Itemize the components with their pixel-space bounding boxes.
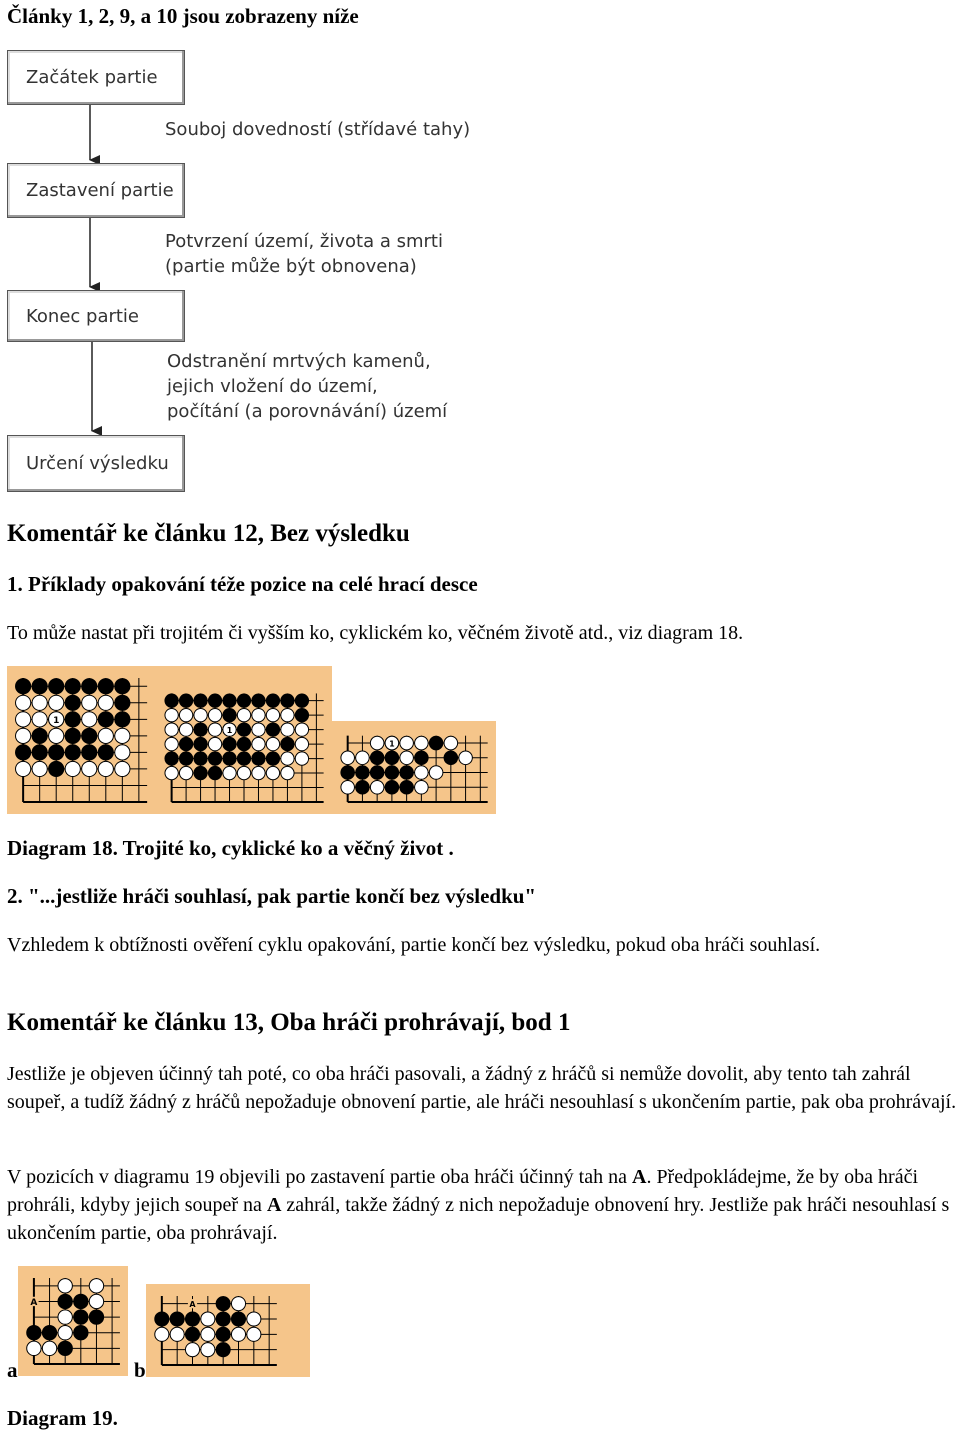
- black-stone: [356, 766, 370, 780]
- white-stone: [58, 1279, 72, 1293]
- black-stone: [165, 752, 178, 765]
- black-stone: [208, 766, 221, 779]
- white-stone: [201, 1327, 215, 1341]
- section12-title: Komentář ke článku 12, Bez výsledku: [7, 520, 410, 547]
- white-stone: [252, 766, 265, 779]
- flow-note-line: Odstranění mrtvých kamenů,: [167, 351, 431, 372]
- black-stone: [400, 766, 414, 780]
- flow-note-line: jejich vložení do území,: [167, 376, 378, 397]
- white-stone: [429, 766, 443, 780]
- black-stone: [98, 745, 113, 760]
- white-stone: [266, 766, 279, 779]
- white-stone: [400, 736, 414, 750]
- white-stone: [32, 695, 47, 710]
- black-stone: [49, 745, 64, 760]
- white-stone: [65, 761, 80, 776]
- black-stone: [42, 1326, 56, 1340]
- flow-box-result: Určení výsledku: [7, 435, 185, 492]
- black-stone: [216, 1297, 230, 1311]
- black-stone: [179, 752, 192, 765]
- white-stone: [179, 708, 192, 721]
- white-stone: [58, 1310, 72, 1324]
- black-stone: [223, 737, 236, 750]
- board-background: [332, 721, 496, 814]
- black-stone: [216, 1312, 230, 1326]
- white-stone: [415, 736, 429, 750]
- white-stone: [32, 761, 47, 776]
- black-stone: [32, 679, 47, 694]
- white-stone: [281, 766, 294, 779]
- black-stone: [82, 745, 97, 760]
- point-a-ref: A: [631, 1166, 647, 1188]
- go-board-diagram18-triple-ko: [7, 666, 163, 814]
- white-stone: [247, 1312, 261, 1326]
- white-stone: [400, 751, 414, 765]
- section12-item1: 1. Příklady opakování téže pozice na celé hrací desce: [7, 572, 478, 596]
- section13-para2: [7, 1163, 957, 1247]
- flow-note-line: počítání (a porovnávání) území: [167, 401, 448, 422]
- go-board-diagram18-eternal-life: [332, 721, 496, 814]
- white-stone: [82, 712, 97, 727]
- white-stone: [185, 1343, 199, 1357]
- black-stone: [185, 1312, 199, 1326]
- black-stone: [65, 745, 80, 760]
- black-stone: [179, 694, 192, 707]
- point-label: 1: [389, 739, 395, 749]
- white-stone: [58, 1326, 72, 1340]
- black-stone: [49, 761, 64, 776]
- black-stone: [32, 728, 47, 743]
- go-board-diagram18-cyclic-ko: [156, 666, 332, 814]
- white-stone: [165, 708, 178, 721]
- white-stone: [82, 695, 97, 710]
- flow-box-end: Konec partie: [7, 290, 185, 342]
- white-stone: [16, 761, 31, 776]
- white-stone: [49, 728, 64, 743]
- black-stone: [385, 751, 399, 765]
- black-stone: [58, 1341, 72, 1355]
- black-stone: [252, 694, 265, 707]
- black-stone: [16, 679, 31, 694]
- white-stone: [115, 728, 130, 743]
- black-stone: [223, 694, 236, 707]
- white-stone: [208, 708, 221, 721]
- white-stone: [223, 766, 236, 779]
- black-stone: [429, 736, 443, 750]
- white-stone: [444, 736, 458, 750]
- white-stone: [231, 1297, 245, 1311]
- black-stone: [65, 712, 80, 727]
- white-stone: [16, 695, 31, 710]
- black-stone: [341, 766, 355, 780]
- black-stone: [385, 780, 399, 794]
- white-stone: [49, 695, 64, 710]
- white-stone: [295, 752, 308, 765]
- white-stone: [252, 708, 265, 721]
- para2-text: V pozicích v diagramu 19 objevili po zastavení partie oba hráči účinný tah na: [7, 1166, 632, 1188]
- white-stone: [82, 761, 97, 776]
- black-stone: [115, 695, 130, 710]
- black-stone: [82, 679, 97, 694]
- section12-item2: 2. "...jestliže hráči souhlasí, pak partie končí bez výsledku": [7, 884, 537, 908]
- black-stone: [165, 694, 178, 707]
- black-stone: [266, 723, 279, 736]
- white-stone: [208, 737, 221, 750]
- white-stone: [155, 1327, 169, 1341]
- black-stone: [223, 752, 236, 765]
- black-stone: [237, 737, 250, 750]
- white-stone: [208, 723, 221, 736]
- white-stone: [32, 712, 47, 727]
- flow-box-stop: Zastavení partie: [7, 163, 185, 218]
- black-stone: [415, 751, 429, 765]
- black-stone: [74, 1326, 88, 1340]
- black-stone: [266, 694, 279, 707]
- white-stone: [201, 1343, 215, 1357]
- point-label: 1: [226, 725, 233, 735]
- white-stone: [16, 728, 31, 743]
- white-stone: [115, 745, 130, 760]
- white-stone: [281, 723, 294, 736]
- white-stone: [16, 712, 31, 727]
- point-label: A: [189, 1300, 196, 1310]
- diagram18-caption: Diagram 18. Trojité ko, cyklické ko a věčný život .: [7, 836, 454, 860]
- black-stone: [32, 745, 47, 760]
- black-stone: [295, 708, 308, 721]
- go-board-diagram19b: [146, 1284, 310, 1377]
- white-stone: [179, 766, 192, 779]
- white-stone: [459, 751, 473, 765]
- white-stone: [194, 708, 207, 721]
- black-stone: [49, 679, 64, 694]
- black-stone: [98, 712, 113, 727]
- go-board-diagram19a: [18, 1266, 128, 1376]
- black-stone: [74, 1294, 88, 1308]
- black-stone: [237, 752, 250, 765]
- para2-text: zahrál, takže žádný z nich nepožaduje obnovení hry. Jestliže pak hráči nesouhlasí s ukončením partie, oba prohrávají.: [7, 1194, 950, 1244]
- black-stone: [356, 780, 370, 794]
- black-stone: [444, 751, 458, 765]
- black-stone: [223, 708, 236, 721]
- white-stone: [98, 695, 113, 710]
- black-stone: [194, 694, 207, 707]
- black-stone: [155, 1312, 169, 1326]
- flow-note-3: [167, 349, 447, 424]
- white-stone: [295, 737, 308, 750]
- white-stone: [415, 766, 429, 780]
- diagram19-label-b: b: [134, 1358, 146, 1382]
- black-stone: [82, 728, 97, 743]
- section13-title: Komentář ke článku 13, Oba hráči prohrávají, bod 1: [7, 1009, 571, 1036]
- black-stone: [385, 766, 399, 780]
- black-stone: [194, 723, 207, 736]
- black-stone: [27, 1326, 41, 1340]
- flow-note-2: [165, 229, 443, 279]
- white-stone: [341, 751, 355, 765]
- black-stone: [194, 766, 207, 779]
- black-stone: [216, 1343, 230, 1357]
- flow-note-1: [165, 117, 470, 142]
- section13-para1: Jestliže je objeven účinný tah poté, co oba hráči pasovali, a žádný z hráčů si nemůže dovolit, aby tento tah zahrál soupeř, a tudíž žádný z hráčů nepožaduje obnovení partie, ale hráči nesouhlasí s ukončením partie, pak oba prohrávají.: [7, 1063, 957, 1113]
- white-stone: [252, 723, 265, 736]
- white-stone: [27, 1341, 41, 1355]
- white-stone: [281, 752, 294, 765]
- flow-note-line: Souboj dovedností (střídavé tahy): [165, 119, 471, 140]
- black-stone: [208, 694, 221, 707]
- black-stone: [295, 694, 308, 707]
- black-stone: [89, 1310, 103, 1324]
- white-stone: [98, 728, 113, 743]
- white-stone: [237, 766, 250, 779]
- black-stone: [281, 694, 294, 707]
- black-stone: [115, 712, 130, 727]
- black-stone: [237, 694, 250, 707]
- black-stone: [98, 679, 113, 694]
- white-stone: [170, 1327, 184, 1341]
- point-label: 1: [53, 715, 60, 726]
- page-heading: Články 1, 2, 9, a 10 jsou zobrazeny níže: [7, 4, 359, 28]
- black-stone: [194, 752, 207, 765]
- white-stone: [295, 723, 308, 736]
- black-stone: [179, 737, 192, 750]
- white-stone: [165, 737, 178, 750]
- diagram19-label-a: a: [7, 1358, 18, 1382]
- black-stone: [185, 1327, 199, 1341]
- white-stone: [115, 761, 130, 776]
- point-label: A: [30, 1297, 38, 1308]
- black-stone: [58, 1294, 72, 1308]
- black-stone: [370, 766, 384, 780]
- black-stone: [16, 745, 31, 760]
- white-stone: [231, 1327, 245, 1341]
- white-stone: [266, 708, 279, 721]
- black-stone: [65, 728, 80, 743]
- black-stone: [208, 752, 221, 765]
- flow-note-line: (partie může být obnovena): [165, 256, 417, 277]
- white-stone: [165, 766, 178, 779]
- white-stone: [165, 723, 178, 736]
- black-stone: [237, 723, 250, 736]
- black-stone: [65, 695, 80, 710]
- white-stone: [98, 761, 113, 776]
- section12-text1: To může nastat při trojitém či vyšším ko, cyklickém ko, věčném životě atd., viz diagram 18.: [7, 622, 744, 644]
- black-stone: [370, 751, 384, 765]
- flow-box-start: Začátek partie: [7, 50, 185, 105]
- white-stone: [89, 1279, 103, 1293]
- white-stone: [42, 1341, 56, 1355]
- black-stone: [216, 1327, 230, 1341]
- black-stone: [170, 1312, 184, 1326]
- black-stone: [281, 737, 294, 750]
- black-stone: [231, 1312, 245, 1326]
- para2-text: . Předpokládejme, že by oba hráči prohráli, kdyby jejich soupeř na: [7, 1166, 918, 1216]
- white-stone: [252, 737, 265, 750]
- white-stone: [370, 736, 384, 750]
- black-stone: [115, 679, 130, 694]
- black-stone: [194, 737, 207, 750]
- white-stone: [201, 1312, 215, 1326]
- white-stone: [89, 1294, 103, 1308]
- diagram19-caption: Diagram 19.: [7, 1406, 118, 1430]
- white-stone: [266, 737, 279, 750]
- black-stone: [65, 679, 80, 694]
- black-stone: [400, 780, 414, 794]
- white-stone: [341, 780, 355, 794]
- black-stone: [266, 752, 279, 765]
- section12-text2: Vzhledem k obtížnosti ověření cyklu opakování, partie končí bez výsledku, pokud oba hráči souhlasí.: [7, 934, 821, 956]
- point-a-ref: A: [266, 1194, 282, 1216]
- white-stone: [356, 751, 370, 765]
- white-stone: [247, 1327, 261, 1341]
- white-stone: [237, 708, 250, 721]
- white-stone: [281, 708, 294, 721]
- black-stone: [252, 752, 265, 765]
- white-stone: [370, 780, 384, 794]
- white-stone: [179, 723, 192, 736]
- white-stone: [415, 780, 429, 794]
- black-stone: [74, 1310, 88, 1324]
- flow-note-line: Potvrzení území, života a smrti: [165, 231, 443, 252]
